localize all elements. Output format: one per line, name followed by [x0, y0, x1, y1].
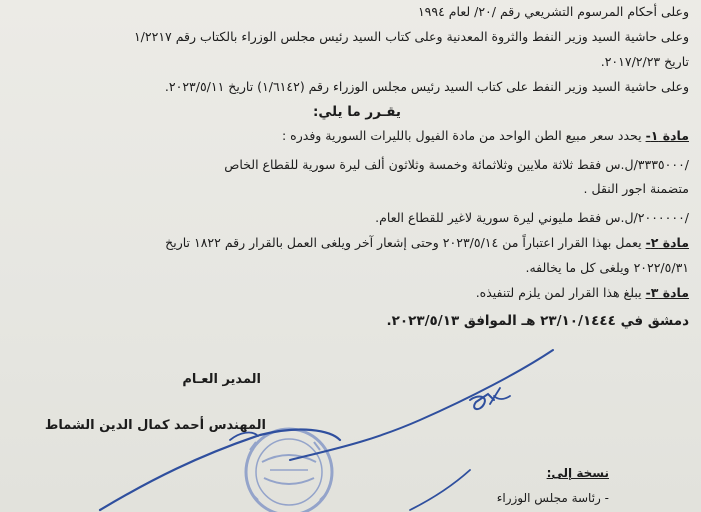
signatory-role: المدير العـام: [182, 372, 261, 387]
article-1-private-price: /٣٣٣٥٠٠٠/ل.س فقط ثلاثة ملايين وثلاثمائة وخمسة وثلاثون ألف ليرة سورية للقطاع الخاص: [224, 157, 689, 172]
article-2-text: يعمل بهذا القرار اعتباراً من ٢٠٢٣/٥/١٤ وحتى إشعار آخر ويلغى العمل بالقرار رقم ١٨٢٢ تاريخ: [165, 235, 646, 250]
article-1-private-price-cont: متضمنة اجور النقل .: [583, 181, 689, 196]
copy-heading-text: نسخة إلى:: [546, 466, 609, 480]
article-2-cont: ٢٠٢٢/٥/٣١ ويلغى كل ما يخالفه.: [525, 260, 689, 275]
date-line: دمشق في ٢٣/١٠/١٤٤٤ هـ الموافق ٢٠٢٣/٥/١٣.: [386, 313, 689, 329]
article-1-label: مادة ١-: [645, 128, 689, 143]
preamble-line-1: وعلى أحكام المرسوم التشريعي رقم /٢٠/ لعام ١٩٩٤: [417, 4, 689, 19]
preamble-line-3: تاريخ ٢٠١٧/٢/٢٣.: [600, 54, 689, 69]
decision-title: يقـرر ما يلي:: [312, 104, 401, 120]
preamble-line-2: وعلى حاشية السيد وزير النفط والثروة المعدنية وعلى كتاب السيد رئيس مجلس الوزراء بالكتاب رقم ١/٢٢١٧: [133, 29, 689, 44]
signatory-name: المهندس أحمد كمال الدين الشماط: [44, 418, 266, 433]
preamble-line-4: وعلى حاشية السيد وزير النفط على كتاب السيد رئيس مجلس الوزراء رقم (١/٦١٤٢) تاريخ ٢٠٢٣/٥/١١.: [164, 79, 689, 94]
handwritten-signature-icon: [100, 350, 553, 510]
article-3-text: يبلغ هذا القرار لمن يلزم لتنفيذه.: [475, 285, 646, 300]
article-2-label: مادة ٢-: [645, 235, 689, 250]
article-1-public-price: /٢٠٠٠٠٠٠/ل.س فقط مليوني ليرة سورية لاغير للقطاع العام.: [375, 210, 689, 225]
copy-item-1: - رئاسة مجلس الوزراء: [496, 491, 609, 505]
article-3-label: مادة ٣-: [645, 285, 689, 300]
official-seal-icon: [246, 429, 332, 512]
article-1-text: يحدد سعر مبيع الطن الواحد من مادة الفيول بالليرات السورية وفدره :: [281, 128, 646, 143]
